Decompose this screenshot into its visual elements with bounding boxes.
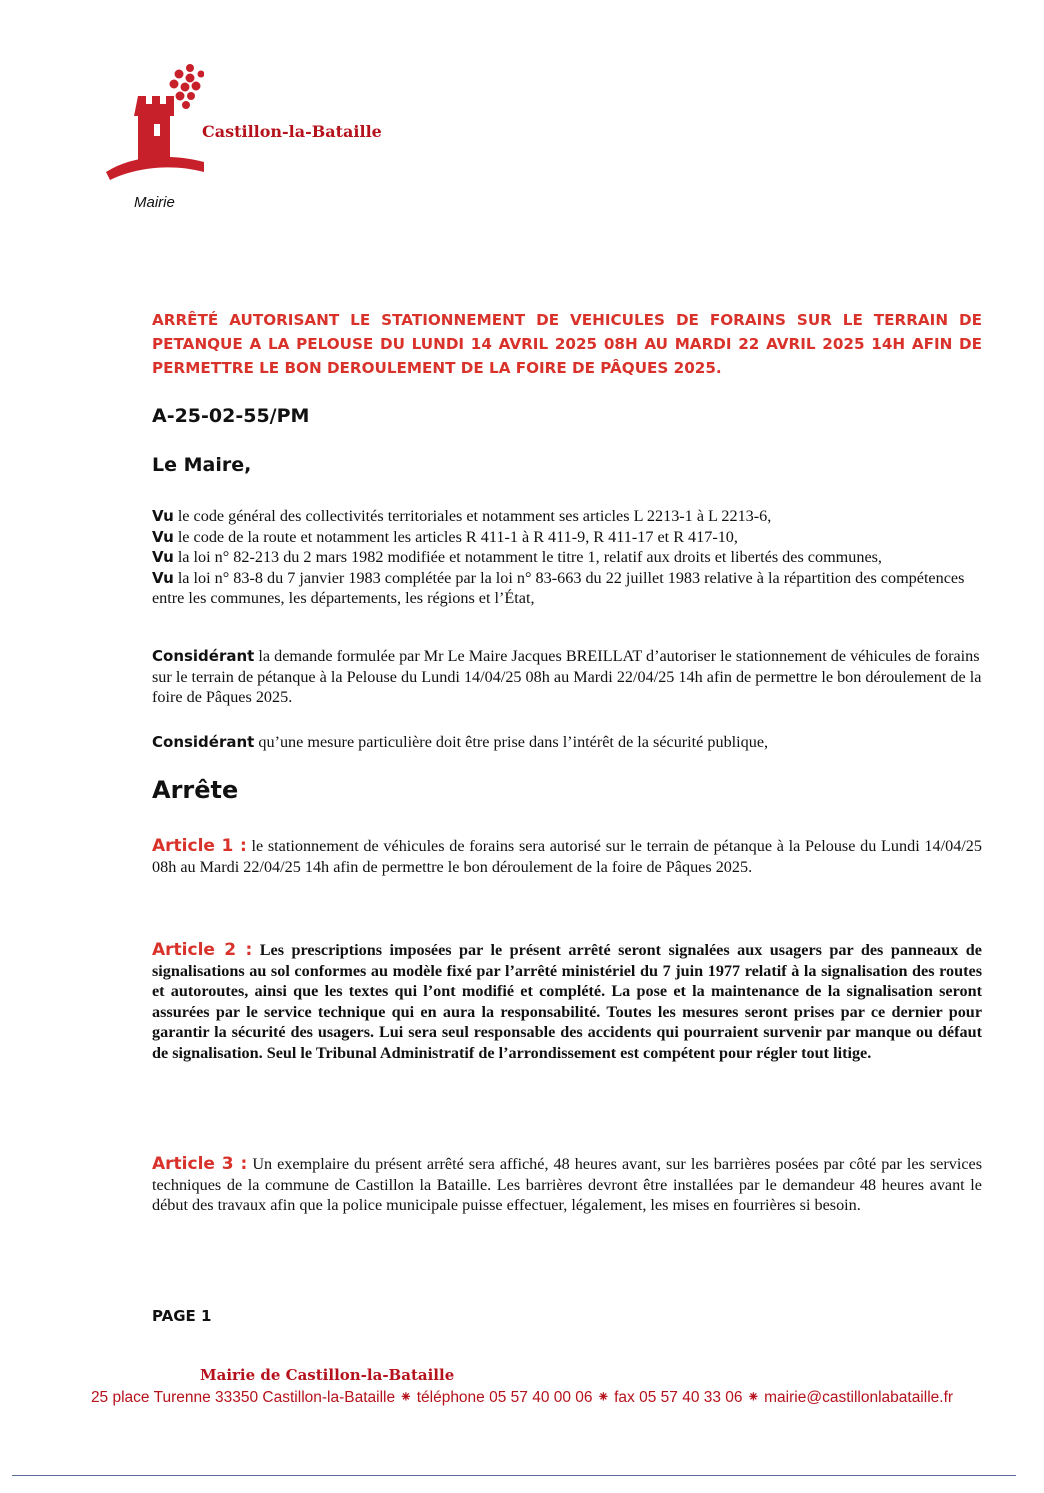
vu-text: la loi n° 82-213 du 2 mars 1982 modifiée et notamment le titre 1, relatif aux droits et libertés des communes, (173, 548, 882, 566)
article-label: Article 3 : (152, 1154, 248, 1174)
vu-item (152, 527, 982, 548)
article-label: Article 2 : (152, 940, 253, 960)
authority-heading: Le Maire, (152, 454, 252, 476)
article-text: Les prescriptions imposées par le présent arrêté seront signalées aux usagers par des panneaux de signalisations au sol conformes au modèle fixé par l’arrêté ministériel du 7 juin 1977 relatif à la signalisation des routes et autoroutes, ainsi que les textes qui l’ont modifié et complété. La pose et la maintenance de la signalisation seront assurées par le service technique qui en aura la responsabilité. Toutes les mesures seront prises par ce dernier pour garantir la sécurité des usagers. Lui sera seul responsable des accidents qui pourraient survenir par manque ou défaut de signalisation. Seul le Tribunal Administratif de l’arrondissement est compétent pour régler tout litige. (152, 941, 982, 1062)
town-name: Castillon-la-Bataille (202, 122, 382, 141)
considerant-keyword: Considérant (152, 733, 255, 751)
town-logo (104, 62, 424, 222)
vu-keyword: Vu (152, 548, 174, 566)
considerant-text: qu’une mesure particulière doit être prise dans l’intérêt de la sécurité publique, (254, 733, 769, 751)
decree-title: ARRÊTÉ AUTORISANT LE STATIONNEMENT DE VEHICULES DE FORAINS SUR LE TERRAIN DE PETANQUE A LA PELOUSE DU LUNDI 14 AVRIL 2025 08H AU MARDI 22 AVRIL 2025 14H AFIN DE PERMETTRE LE BON DEROULEMENT DE LA FOIRE DE PÂQUES 2025. (152, 311, 982, 377)
article-3 (152, 1154, 982, 1216)
vu-keyword: Vu (152, 568, 174, 587)
footer-town-hall: Mairie de Castillon-la-Bataille (200, 1366, 455, 1384)
logo-subtitle: Mairie (134, 194, 175, 211)
article-text: Un exemplaire du présent arrêté sera affiché, 48 heures avant, sur les barrières posées par côté par les services techniques de la commune de Castillon la Bataille. Les barrières devront être installées par le demandeur 48 heures avant le début des travaux afin que la police municipale puisse effectuer, légalement, les mises en fourrières si besoin. (152, 1155, 982, 1214)
considerant-1 (152, 646, 982, 708)
vu-text: la loi n° 83-8 du 7 janvier 1983 complétée par la loi n° 83-663 du 22 juillet 1983 relative à la répartition des compétences entre les communes, les départements, les régions et l’État, (152, 568, 965, 607)
vu-text: le code général des collectivités territoriales et notamment ses articles L 2213-1 à L 2213-6, (173, 507, 772, 525)
considerant-keyword: Considérant (152, 647, 255, 665)
footer-divider (12, 1475, 1016, 1476)
considerant-2 (152, 732, 982, 753)
vu-item (152, 506, 982, 527)
article-text: le stationnement de véhicules de forains sera autorisé sur le terrain de pétanque à la Pelouse du Lundi 14/04/25 08h au Mardi 22/04/25 14h afin de permettre le bon déroulement de la foire de Pâques 2025. (152, 837, 982, 876)
page-number: PAGE 1 (152, 1307, 212, 1325)
decree-reference: A-25-02-55/PM (152, 405, 310, 427)
vu-list (152, 506, 982, 609)
vu-item (152, 547, 982, 568)
vu-item (152, 568, 982, 609)
vu-text: le code de la route et notamment les articles R 411-1 à R 411-9, R 411-17 et R 417-10, (173, 527, 738, 546)
vu-keyword: Vu (152, 527, 174, 546)
footer-address: 25 place Turenne 33350 Castillon-la-Bataille ⁕ téléphone 05 57 40 00 06 ⁕ fax 05 57 40 33 06 ⁕ mairie@castillonlabataille.fr (90, 1389, 954, 1406)
article-2 (152, 940, 982, 1063)
decree-heading: Arrête (152, 776, 239, 804)
vu-keyword: Vu (152, 507, 174, 525)
article-1 (152, 836, 982, 877)
considerant-text: la demande formulée par Mr Le Maire Jacques BREILLAT d’autoriser le stationnement de véhicules de forains sur le terrain de pétanque à la Pelouse du Lundi 14/04/25 08h au Mardi 22/04/25 14h afin de permettre le bon déroulement de la foire de Pâques 2025. (152, 647, 982, 706)
article-label: Article 1 : (152, 836, 247, 856)
castle-grapes-icon (104, 62, 204, 192)
